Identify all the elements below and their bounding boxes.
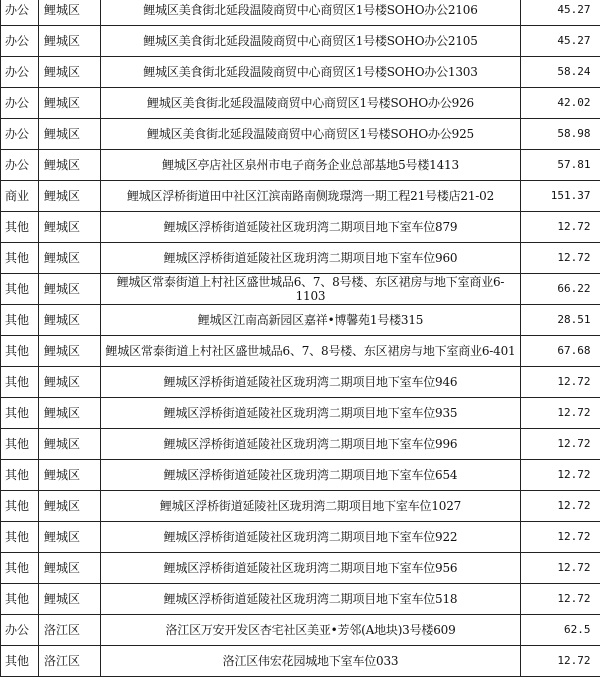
- district-cell: 鲤城区: [39, 553, 101, 584]
- area-cell: 12.72: [521, 212, 600, 243]
- table-row: [1, 367, 600, 398]
- address-cell: 鲤城区美食街北延段温陵商贸中心商贸区1号楼SOHO办公1303: [101, 57, 521, 88]
- table-row: [1, 460, 600, 491]
- table-row: [1, 646, 600, 677]
- table-row: [1, 26, 600, 57]
- area-cell: 12.72: [521, 460, 600, 491]
- area-cell: 45.27: [521, 0, 600, 26]
- table-row: [1, 150, 600, 181]
- area-cell: 66.22: [521, 274, 600, 305]
- address-cell: 鲤城区浮桥街道延陵社区珑玥湾二期项目地下室车位996: [101, 429, 521, 460]
- district-cell: 鲤城区: [39, 0, 101, 26]
- district-cell: 洛江区: [39, 646, 101, 677]
- table-row: [1, 274, 600, 305]
- district-cell: 鲤城区: [39, 460, 101, 491]
- table-row: [1, 212, 600, 243]
- district-cell: 鲤城区: [39, 305, 101, 336]
- property-type-cell: 其他: [1, 274, 39, 305]
- property-type-cell: 办公: [1, 57, 39, 88]
- area-cell: 12.72: [521, 553, 600, 584]
- table-row: [1, 336, 600, 367]
- table-row: [1, 119, 600, 150]
- district-cell: 鲤城区: [39, 150, 101, 181]
- property-type-cell: 其他: [1, 460, 39, 491]
- table-row: [1, 584, 600, 615]
- district-cell: 洛江区: [39, 615, 101, 646]
- address-cell: 鲤城区浮桥街道延陵社区珑玥湾二期项目地下室车位654: [101, 460, 521, 491]
- table-row: [1, 522, 600, 553]
- property-type-cell: 其他: [1, 646, 39, 677]
- table-row: [1, 398, 600, 429]
- address-cell: 鲤城区浮桥街道延陵社区珑玥湾二期项目地下室车位960: [101, 243, 521, 274]
- address-cell: 鲤城区浮桥街道田中社区江滨南路南侧珑璟湾一期工程21号楼店21-02: [101, 181, 521, 212]
- district-cell: 鲤城区: [39, 26, 101, 57]
- district-cell: 鲤城区: [39, 119, 101, 150]
- district-cell: 鲤城区: [39, 88, 101, 119]
- property-type-cell: 办公: [1, 150, 39, 181]
- address-cell: 鲤城区美食街北延段温陵商贸中心商贸区1号楼SOHO办公925: [101, 119, 521, 150]
- address-cell: 鲤城区亭店社区泉州市电子商务企业总部基地5号楼1413: [101, 150, 521, 181]
- area-cell: 12.72: [521, 398, 600, 429]
- area-cell: 12.72: [521, 429, 600, 460]
- table-body: [1, 0, 600, 677]
- district-cell: 鲤城区: [39, 491, 101, 522]
- property-type-cell: 其他: [1, 522, 39, 553]
- area-cell: 45.27: [521, 26, 600, 57]
- property-type-cell: 商业: [1, 181, 39, 212]
- address-cell: 鲤城区美食街北延段温陵商贸中心商贸区1号楼SOHO办公2105: [101, 26, 521, 57]
- table-row: [1, 429, 600, 460]
- address-cell: 鲤城区常泰街道上村社区盛世城品6、7、8号楼、东区裙房与地下室商业6-1103: [101, 274, 521, 305]
- area-cell: 12.72: [521, 491, 600, 522]
- area-cell: 28.51: [521, 305, 600, 336]
- address-cell: 洛江区万安开发区杏宅社区美亚•芳邻(A地块)3号楼609: [101, 615, 521, 646]
- table-row: [1, 305, 600, 336]
- table-row: [1, 0, 600, 26]
- area-cell: 12.72: [521, 367, 600, 398]
- table-row: [1, 57, 600, 88]
- district-cell: 鲤城区: [39, 522, 101, 553]
- table-row: [1, 243, 600, 274]
- property-type-cell: 其他: [1, 398, 39, 429]
- property-type-cell: 办公: [1, 88, 39, 119]
- district-cell: 鲤城区: [39, 336, 101, 367]
- property-type-cell: 其他: [1, 553, 39, 584]
- address-cell: 鲤城区江南高新园区嘉祥•博馨苑1号楼315: [101, 305, 521, 336]
- property-type-cell: 办公: [1, 119, 39, 150]
- property-type-cell: 办公: [1, 615, 39, 646]
- area-cell: 67.68: [521, 336, 600, 367]
- address-cell: 鲤城区浮桥街道延陵社区珑玥湾二期项目地下室车位1027: [101, 491, 521, 522]
- area-cell: 58.24: [521, 57, 600, 88]
- property-type-cell: 其他: [1, 305, 39, 336]
- property-type-cell: 其他: [1, 367, 39, 398]
- table-row: [1, 181, 600, 212]
- address-cell: 洛江区伟宏花园城地下室车位033: [101, 646, 521, 677]
- area-cell: 57.81: [521, 150, 600, 181]
- property-type-cell: 其他: [1, 243, 39, 274]
- district-cell: 鲤城区: [39, 367, 101, 398]
- area-cell: 12.72: [521, 522, 600, 553]
- property-type-cell: 办公: [1, 26, 39, 57]
- area-cell: 62.5: [521, 615, 600, 646]
- area-cell: 42.02: [521, 88, 600, 119]
- address-cell: 鲤城区常泰街道上村社区盛世城品6、7、8号楼、东区裙房与地下室商业6-401: [101, 336, 521, 367]
- property-type-cell: 其他: [1, 584, 39, 615]
- address-cell: 鲤城区美食街北延段温陵商贸中心商贸区1号楼SOHO办公2106: [101, 0, 521, 26]
- district-cell: 鲤城区: [39, 212, 101, 243]
- property-type-cell: 办公: [1, 0, 39, 26]
- address-cell: 鲤城区浮桥街道延陵社区珑玥湾二期项目地下室车位935: [101, 398, 521, 429]
- address-cell: 鲤城区浮桥街道延陵社区珑玥湾二期项目地下室车位922: [101, 522, 521, 553]
- property-type-cell: 其他: [1, 429, 39, 460]
- area-cell: 151.37: [521, 181, 600, 212]
- district-cell: 鲤城区: [39, 274, 101, 305]
- table-row: [1, 88, 600, 119]
- table-row: [1, 615, 600, 646]
- property-type-cell: 其他: [1, 491, 39, 522]
- address-cell: 鲤城区美食街北延段温陵商贸中心商贸区1号楼SOHO办公926: [101, 88, 521, 119]
- district-cell: 鲤城区: [39, 429, 101, 460]
- table-row: [1, 491, 600, 522]
- district-cell: 鲤城区: [39, 584, 101, 615]
- address-cell: 鲤城区浮桥街道延陵社区珑玥湾二期项目地下室车位946: [101, 367, 521, 398]
- district-cell: 鲤城区: [39, 57, 101, 88]
- table-row: [1, 553, 600, 584]
- district-cell: 鲤城区: [39, 243, 101, 274]
- property-type-cell: 其他: [1, 212, 39, 243]
- area-cell: 12.72: [521, 584, 600, 615]
- address-cell: 鲤城区浮桥街道延陵社区珑玥湾二期项目地下室车位518: [101, 584, 521, 615]
- district-cell: 鲤城区: [39, 181, 101, 212]
- address-cell: 鲤城区浮桥街道延陵社区珑玥湾二期项目地下室车位956: [101, 553, 521, 584]
- address-cell: 鲤城区浮桥街道延陵社区珑玥湾二期项目地下室车位879: [101, 212, 521, 243]
- district-cell: 鲤城区: [39, 398, 101, 429]
- area-cell: 58.98: [521, 119, 600, 150]
- area-cell: 12.72: [521, 646, 600, 677]
- property-type-cell: 其他: [1, 336, 39, 367]
- area-cell: 12.72: [521, 243, 600, 274]
